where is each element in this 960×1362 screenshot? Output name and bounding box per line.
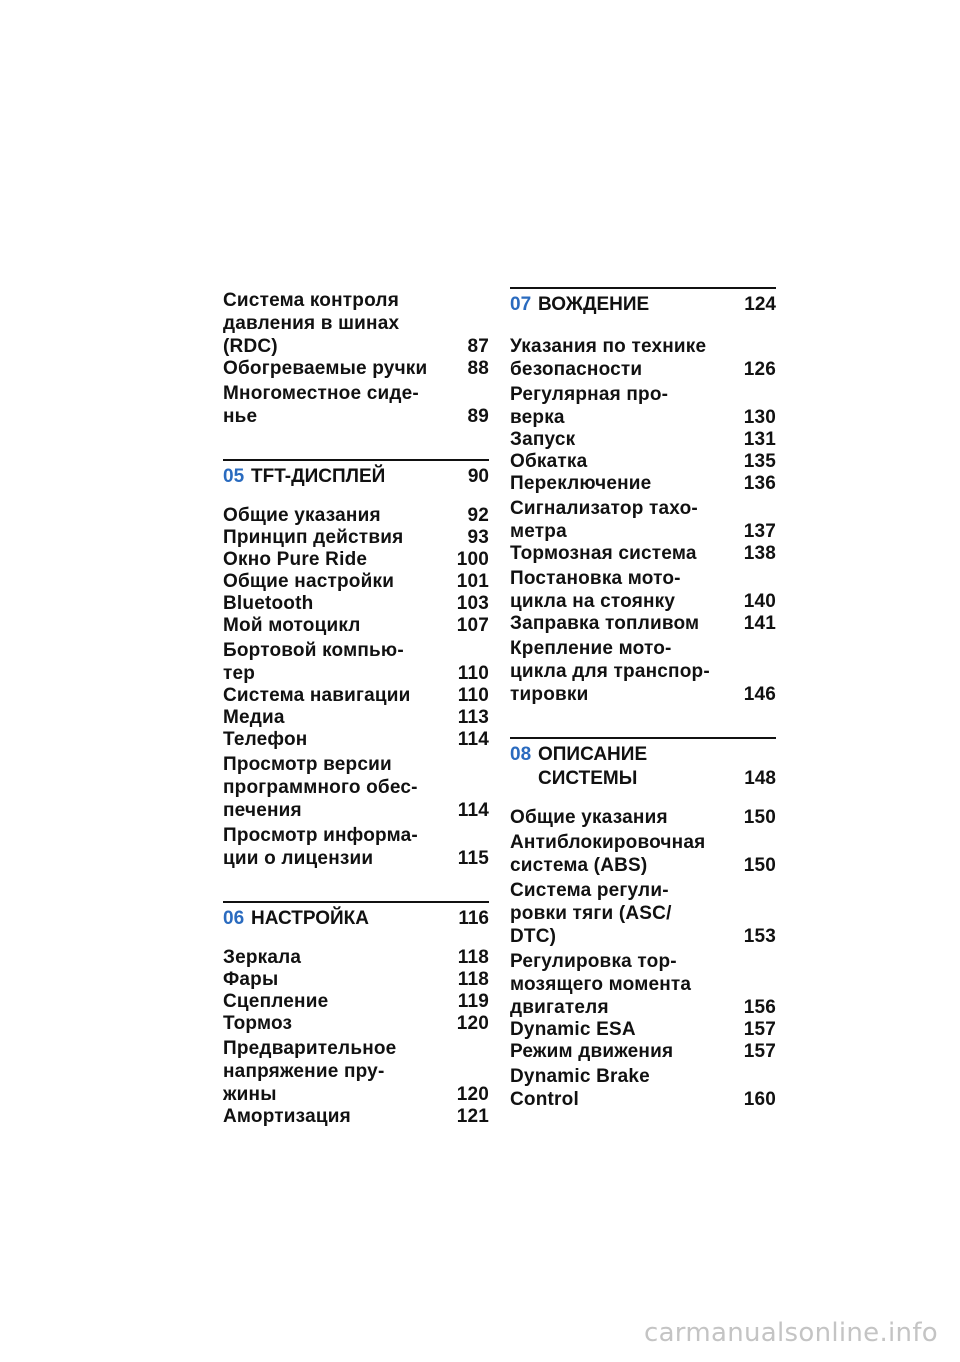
toc-entry[interactable] [223,685,489,707]
toc-entry[interactable] [223,947,489,969]
toc-entry[interactable] [510,635,776,706]
toc-entry[interactable] [223,707,489,729]
toc-entry-page-number: 153 [743,926,776,947]
toc-entry-page-number: 114 [457,800,489,821]
toc-entry-title: Запуск [510,429,576,450]
toc-entry[interactable] [223,505,489,527]
toc-entry-title: Переключение [510,473,652,494]
toc-entry-title: Тормоз [223,1013,293,1034]
toc-entry[interactable] [510,473,776,495]
toc-entry[interactable] [510,613,776,635]
chapter-heading[interactable] [510,737,776,791]
toc-entry-title: Мой мотоцикл [223,615,361,636]
toc-entry-title: Телефон [223,729,308,750]
toc-entry-title: Фары [223,969,279,990]
toc-entry[interactable] [510,829,776,877]
toc-entry[interactable] [510,877,776,948]
toc-entry-title: Бортовой компью- тер [223,640,404,684]
toc-entry[interactable] [510,1019,776,1041]
chapter-number: 07 [510,294,532,315]
toc-entry-title: Амортизация [223,1106,351,1127]
toc-entry[interactable] [510,565,776,613]
toc-entry[interactable] [223,593,489,615]
chapter-heading[interactable] [223,901,489,931]
toc-entry-page-number: 156 [743,997,776,1018]
toc-entry[interactable] [510,451,776,473]
toc-entry-page-number: 141 [743,613,776,634]
toc-entry-title: Тормозная система [510,543,697,564]
toc-entry-page-number: 140 [743,591,776,612]
watermark: carmanualsonline.info [643,1318,938,1348]
toc-entry-page-number: 88 [467,358,489,379]
toc-entry[interactable] [223,615,489,637]
toc-entry-title: Окно Pure Ride [223,549,368,570]
toc-entry-page-number: 157 [743,1019,776,1040]
chapter-title: TFT-ДИСПЛЕЙ [251,466,386,487]
toc-entry-title: Постановка мото- цикла на стоянку [510,568,681,612]
chapter-head [510,293,649,317]
toc-entry-page-number: 87 [467,336,489,357]
toc-entry-page-number: 146 [743,684,776,705]
toc-entry-title: Система контроля давления в шинах (RDC) [223,290,400,357]
toc-entry-title: Общие указания [223,505,381,526]
chapter-heading[interactable] [223,459,489,489]
toc-entry[interactable] [510,948,776,1019]
toc-entry-page-number: 89 [467,406,489,427]
toc-entry-page-number: 119 [457,991,489,1012]
chapter-title: НАСТРОЙКА [251,908,369,929]
toc-entry[interactable] [223,380,489,428]
toc-entry-title: Указания по технике безопасности [510,336,707,380]
toc-entry-page-number: 135 [743,451,776,472]
toc-entry-page-number: 110 [457,663,489,684]
toc-entry-page-number: 110 [457,685,489,706]
toc-entry[interactable] [510,333,776,381]
chapter-number: 08 [510,744,532,765]
toc-entry-page-number: 103 [456,593,489,614]
toc-entry-title: Предварительное напряжение пру- жины [223,1038,397,1105]
toc-entry-page-number: 130 [743,407,776,428]
toc-entry-title: Медиа [223,707,285,728]
toc-entry[interactable] [223,637,489,685]
toc-entry-page-number: 120 [456,1013,489,1034]
toc-entry-title: Антиблокировочная система (ABS) [510,832,706,876]
chapter-heading[interactable] [510,287,776,317]
toc-entry-page-number: 120 [456,1084,489,1105]
toc-entry-page-number: 126 [743,359,776,380]
toc-entry[interactable] [510,495,776,543]
toc-entry-page-number: 160 [743,1089,776,1110]
toc-entry-page-number: 92 [467,505,489,526]
toc-entry[interactable] [223,549,489,571]
toc-entry[interactable] [223,571,489,593]
toc-entry-page-number: 101 [456,571,489,592]
toc-entry-page-number: 118 [457,969,489,990]
chapter-number: 06 [223,908,245,929]
toc-entry-title: Обкатка [510,451,588,472]
toc-entry-title: Многоместное сиде- нье [223,383,419,427]
toc-entry[interactable] [223,729,489,751]
toc-entry-page-number: 118 [457,947,489,968]
toc-entry-title: Система навигации [223,685,411,706]
toc-entry-title: Просмотр версии программного обес- печения [223,754,418,821]
toc-entry-title: Просмотр информа- ции о лицензии [223,825,418,869]
toc-entry-page-number: 157 [743,1041,776,1062]
toc-entry-title: Принцип действия [223,527,404,548]
toc-entry[interactable] [223,527,489,549]
toc-entry[interactable] [223,1035,489,1106]
toc-entry[interactable] [510,429,776,451]
chapter-head [510,743,647,791]
toc-entry-page-number: 131 [743,429,776,450]
toc-entry-page-number: 138 [743,543,776,564]
toc-entry[interactable] [510,381,776,429]
toc-entry-title: Сигнализатор тахо- метра [510,498,698,542]
toc-entry[interactable] [510,1041,776,1063]
toc-entry[interactable] [223,991,489,1013]
toc-entry-page-number: 115 [457,848,489,869]
toc-entry-title: Dynamic ESA [510,1019,636,1040]
toc-entry[interactable] [510,1063,776,1111]
chapter-page-number: 90 [467,466,489,487]
chapter-head [223,465,385,489]
chapter-title: ВОЖДЕНИЕ [538,294,650,315]
toc-entry-title: Bluetooth [223,593,314,614]
chapter-page-number: 124 [744,294,776,315]
toc-entry-title: Система регули- ровки тяги (ASC/ DTC) [510,880,672,947]
chapter-page-number: 148 [744,768,776,789]
toc-entry-title: Регулировка тор- мозящего момента двигателя [510,951,692,1018]
toc-entry-page-number: 93 [467,527,489,548]
toc-entry-title: Общие настройки [223,571,395,592]
toc-entry-title: Крепление мото- цикла для транспор- тировки [510,638,710,705]
toc-entry-page-number: 113 [457,707,489,728]
toc-entry[interactable] [510,807,776,829]
chapter-title: ОПИСАНИЕ СИСТЕМЫ [538,744,648,789]
toc-entry-page-number: 150 [743,855,776,876]
toc-entry-title: Заправка топливом [510,613,700,634]
toc-entry-page-number: 121 [456,1106,489,1127]
toc-entry-title: Общие указания [510,807,668,828]
toc-right-column [510,287,776,1111]
toc-entry[interactable] [223,358,489,380]
toc-entry-title: Сцепление [223,991,329,1012]
toc-left-column [223,287,489,1128]
toc-entry-page-number: 114 [457,729,489,750]
toc-entry-page-number: 137 [743,521,776,542]
toc-entry-page-number: 136 [743,473,776,494]
toc-entry-page-number: 100 [456,549,489,570]
toc-entry[interactable] [223,287,489,358]
toc-entry-title: Режим движения [510,1041,674,1062]
toc-entry-page-number: 107 [456,615,489,636]
toc-entry-title: Зеркала [223,947,302,968]
chapter-number: 05 [223,466,245,487]
toc-entry[interactable] [223,1013,489,1035]
toc-entry-page-number: 150 [743,807,776,828]
toc-entry[interactable] [510,543,776,565]
toc-entry[interactable] [223,751,489,822]
toc-entry-title: Регулярная про- верка [510,384,669,428]
toc-entry[interactable] [223,822,489,870]
toc-entry[interactable] [223,1106,489,1128]
toc-entry-title: Обогреваемые ручки [223,358,428,379]
chapter-page-number: 116 [458,908,489,929]
toc-entry[interactable] [223,969,489,991]
toc-entry-title: Dynamic Brake Control [510,1066,650,1110]
chapter-head [223,907,369,931]
